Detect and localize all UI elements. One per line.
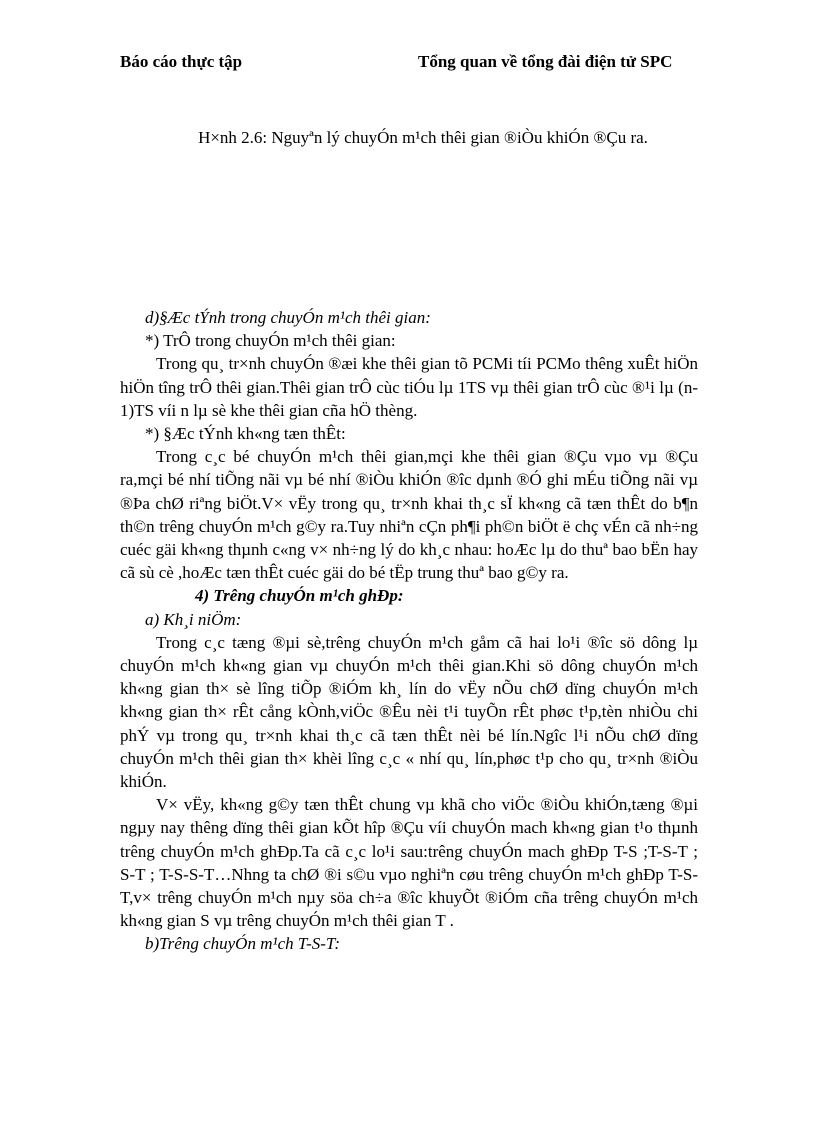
paragraph-combined: V× vËy, kh«ng g©y tæn thÊt chung vµ khã cho viÖc ®iÒu khiÓn,tæng ®µi ngµy nay thêng dïng thêi gian kÕt hîp ®Çu víi chuyÓn mach kh«ng gian t¹o thµnh trêng chuyÓn m¹ch ghÐp.Ta cã c¸c lo¹i sau:trêng chuyÓn mach ghÐp T-S ;T-S-T ; S-T ; T-S-S-T…Nhng ta chØ ®i s©u vµo nghiªn cøu trêng chuyÓn m¹ch ghÐp T-S-T,v× trêng chuyÓn m¹ch nµy söa ch÷a ®îc khuyÕt ®iÓm cña trêng chuyÓn m¹ch kh«ng gian S vµ trêng chuyÓn m¹ch thêi gian T .	[120, 795, 698, 931]
header-chapter-title: Tổng quan về tổng đài điện tử SPC	[418, 52, 673, 71]
figure-caption: H×nh 2.6: Nguyªn lý chuyÓn m¹ch thêi gian ®iÒu khiÓn ®Çu ra.	[198, 128, 648, 147]
heading-b: b)Trêng chuyÓn m¹ch T-S-T:	[145, 934, 341, 954]
header-report-title: Báo cáo thực tập	[120, 52, 243, 71]
heading-d: d)§Æc tÝnh trong chuyÓn m¹ch thêi gian:	[145, 308, 431, 327]
star-heading-delay: *) TrÔ trong chuyÓn m¹ch thêi gian:	[145, 331, 396, 351]
heading-a: a) Kh¸i niÖm:	[145, 609, 242, 629]
paragraph-delay: Trong qu¸ tr×nh chuyÓn ®æi khe thêi gian tõ PCMi tíi PCMo thêng xuÊt hiÖn hiÖn tîng trÔ thêi gian.Thêi gian trÔ cùc tiÓu lµ 1TS vµ thêi gian trÔ cùc ®¹i lµ (n-1)TS víi n lµ sè khe thêi gian cña hÖ thèng.	[120, 354, 698, 420]
star-heading-lossless: *) §Æc tÝnh kh«ng tæn thÊt:	[145, 424, 346, 444]
body-text	[120, 306, 698, 956]
paragraph-lossless: Trong c¸c bé chuyÓn m¹ch thêi gian,mçi khe thêi gian ®Çu vµo vµ ®Çu ra,mçi bé nhí tiÕng nãi vµ bé nhí ®iÒu khiÓn ®îc dµnh ®Ó ghi mÉu tiÕng nãi vµ ®Þa chØ riªng biÖt.V× vËy trong qu¸ tr×nh khai th¸c sÏ kh«ng cã tæn thÊt do b¶n th©n trêng chuyÓn m¹ch g©y ra.Tuy nhiªn cÇn ph¶i ph©n biÖt ë chç vÉn cã nh÷ng cuéc gäi kh«ng thµnh c«ng v× nh÷ng lý do kh¸c nhau: hoÆc lµ do thuª bao bËn hay cã sù cè ,hoÆc tæn thÊt cuéc gäi do bé tËp trung thuª bao g©y ra.	[120, 447, 698, 583]
section-heading-4: 4) Trêng chuyÓn m¹ch ghÐp:	[195, 586, 404, 606]
paragraph-concept: Trong c¸c tæng ®µi sè,trêng chuyÓn m¹ch gåm cã hai lo¹i ®îc sö dông lµ chuyÓn m¹ch kh«ng gian vµ chuyÓn m¹ch thêi gian.Khi sö dông chuyÓn m¹ch kh«ng gian th× sè lîng tiÕp ®iÓm kh¸ lín do vËy nÕu chØ dïng chuyÓn m¹ch kh«ng gian th× rÊt cång kÒnh,viÖc ®Êu nèi t¹i tuyÕn rÊt phøc t¹p,tèn nhiÒu chi phÝ vµ trong qu¸ tr×nh khai th¸c cã tæn thÊt nèi bé lín.Ngîc l¹i nÕu chØ dïng chuyÓn m¹ch thêi gian th× khèi lîng c¸c « nhí qu¸ lín,phøc t¹p cho qu¸ tr×nh ®iÒu khiÓn.	[120, 632, 698, 792]
